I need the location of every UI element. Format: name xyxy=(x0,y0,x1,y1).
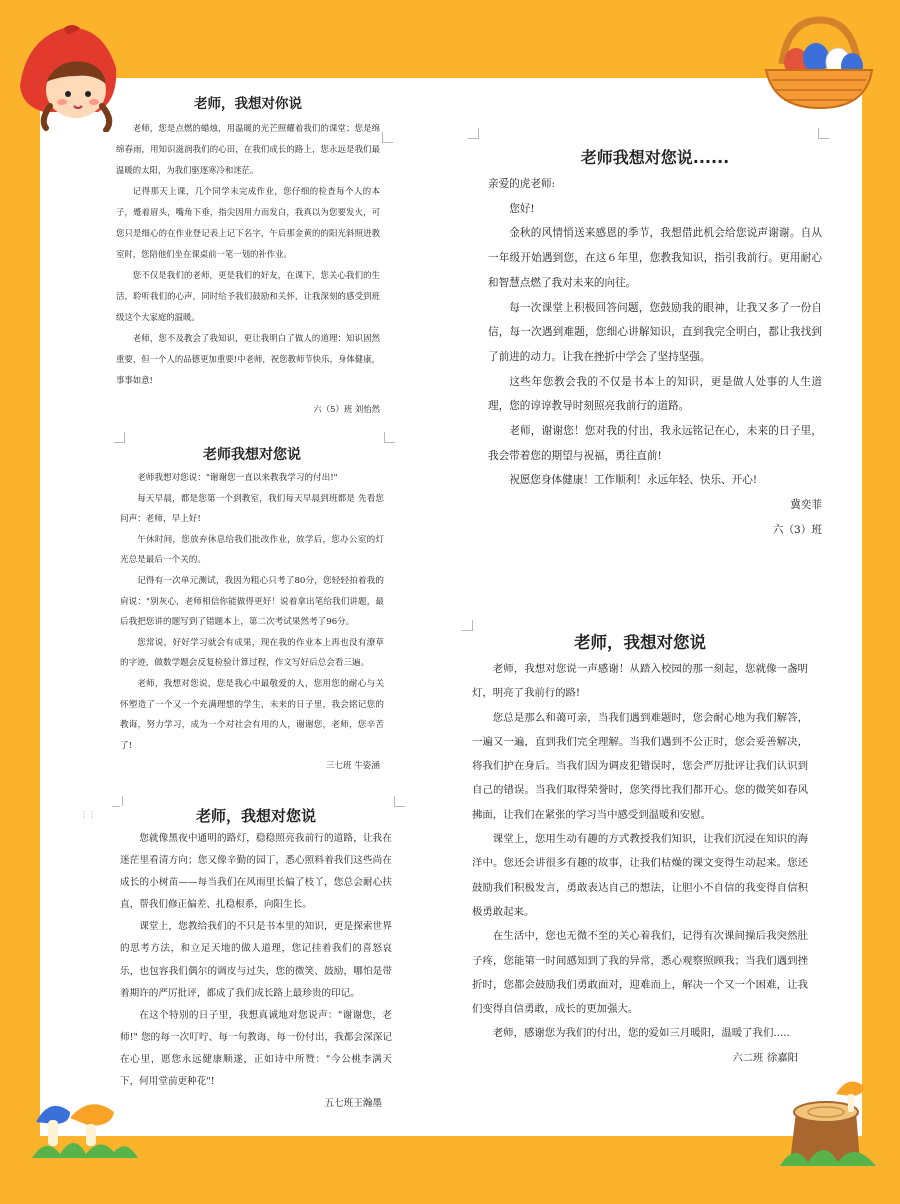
doc-salutation: 亲爱的虎老师: xyxy=(488,178,556,190)
doc-paragraph: 您就像黑夜中通明的路灯，稳稳照亮我前行的道路，让我在迷茫里看清方向；您又像辛勤的园丁，悉心照料着我们这些尚在成长的小树苗——每当我们在风雨里长偏了枝丫，您总会耐心扶直，帮我们修正偏差、扎稳根系，向阳生长。 xyxy=(120,833,392,911)
doc-paragraph: 在生活中，您也无微不至的关心着我们，记得有次课间操后我突然肚子疼，您能第一时间感知到了我的异常，悉心观察照顾我；当我们遇到挫折时，您都会鼓励我们勇敢面对，迎难而上，解决一个又一个困难，让我们变得自信勇敢，成长的更加强大。 xyxy=(472,930,808,1016)
doc-signature: 六（5）班 刘怡然 xyxy=(313,404,380,414)
doc-paragraph: 老师我想对您说："谢谢您一直以来教我学习的付出!" xyxy=(137,473,338,483)
doc-paragraph: 课堂上，您用生动有趣的方式教授我们知识，让我们沉浸在知识的海洋中。您还会讲很多有趣的故事，让我们枯燥的课文变得生动起来。您还鼓励我们积极发言，勇敢表达自己的想法，让胆小不自信的我变得自信积极勇敢起来。 xyxy=(472,833,808,918)
egg-basket-icon xyxy=(760,14,878,110)
doc-signature-class: 六（3）班 xyxy=(772,523,822,536)
doc-paragraph: 记得有一次单元测试，我因为粗心只考了80分，您轻轻拍着我的肩说："别灰心，老师相信你能做得更好！说着拿出笔给我们讲题，最后我把您讲的题写到了错题本上，第二次考试果然考了96分。 xyxy=(120,575,384,628)
doc-paragraph: 在这个特别的日子里，我想真诚地对您说声："谢谢您，老师!" 您的每一次叮咛、每一句教诲、每一份付出，我都会深深记在心里，愿您永远健康顺遂，正如诗中所赞："今公桃李满天下，何用堂前更种花"! xyxy=(120,1009,392,1088)
crop-mark xyxy=(394,796,405,807)
doc-paragraph: 金秋的风情悄送来感恩的季节，我想借此机会给您说声谢谢。自从一年级开始遇到您，在这６年里，您教我知识，指引我前行。更用耐心和智慧点燃了我对未来的向往。 xyxy=(488,227,822,289)
doc-title: 老师，我想对您说 xyxy=(195,807,316,825)
doc-paragraph: 老师，我想对您说一声感谢！从踏入校园的那一刻起，您就像一盏明灯，明亮了我前行的路! xyxy=(472,663,808,700)
doc-paragraph: 每天早晨，都是您第一个到教室，我们每天早晨到班都是 先看您问声：老师，早上好! xyxy=(120,493,384,525)
red-hood-girl-icon xyxy=(14,20,124,132)
doc-greeting: 您好! xyxy=(509,202,535,215)
letter-doc-3 xyxy=(120,446,384,777)
doc-paragraph: 这些年您教会我的不仅是书本上的知识，更是做人处事的人生道理，您的谆谆教导时刻照亮我前行的道路。 xyxy=(488,375,822,413)
doc-paragraph: 您总是那么和蔼可亲，当我们遇到难题时，您会耐心地为我们解答，一遍又一遍，直到我们完全理解。当我们遇到不公正时，您会妥善解决，将我们护在身后。当我们因为调皮犯错误时，您会严厉批评让我们认识到自己的错误。当我们取得荣誉时，您笑得比我们都开心。您的微笑如春风拂面，让我们在紧张的学习当中感受到温暖和安慰。 xyxy=(472,711,808,821)
mushroom-icon xyxy=(30,1092,140,1162)
doc-signature: 三七班 牛姿涵 xyxy=(325,761,380,772)
crop-mark xyxy=(462,620,473,631)
doc-paragraph: 课堂上，您教给我们的不只是书本里的知识，更是探索世界的思考方法，和立足天地的做人道理，您记挂着我们的喜怒哀乐，也包容我们偶尔的调皮与过失，您的微笑、鼓励，哪怕是带着期许的严厉批评，都成了我们成长路上最珍贵的印记。 xyxy=(120,921,392,999)
crop-mark xyxy=(114,432,125,443)
doc-paragraph: 午休时间，您放弃休息给我们批改作业，放学后，您办公室的灯光总是最后一个关的。 xyxy=(120,534,384,566)
doc-paragraph: 老师，您不及教会了我知识，更让我明白了做人的道理：知识固然重要，但一个人的品德更加重要!中老师，祝您教师节快乐，身体健康，事事如意! xyxy=(116,333,380,385)
letter-doc-1 xyxy=(116,96,380,420)
doc-signature-name: 冀奕菲 xyxy=(790,499,822,512)
letter-doc-5 xyxy=(472,632,808,1070)
crop-mark xyxy=(382,132,393,143)
drag-handle-icon[interactable]: ⋮⋮ xyxy=(80,810,96,819)
doc-title: 老师，我想对你说 xyxy=(194,96,302,112)
doc-paragraph: 老师，我想对您说，您是我心中最敬爱的人，您用您的耐心与关怀塑造了一个又一个充满理想的学生，未来的日子里，我会铭记您的教诲，努力学习，成为一个对社会有用的人，谢谢您，老师，您辛苦了! xyxy=(120,678,384,751)
doc-title: 老师，我想对您说 xyxy=(574,633,706,652)
doc-paragraph: 祝愿您身体健康！工作顺利！永远年轻、快乐、开心! xyxy=(509,474,758,487)
doc-paragraph: 您常说，好好学习就会有成果，现在我的作业本上再也没有潦草的字迹，做数学题会反复检验计算过程，作文写好后总会看三遍。 xyxy=(120,637,384,669)
letter-doc-2 xyxy=(488,148,822,543)
letter-doc-4 xyxy=(120,806,392,1115)
doc-signature: 六二班 徐嘉阳 xyxy=(732,1051,798,1064)
doc-paragraph: 记得那天上课，几个同学未完成作业，您仔细的检查每个人的本子，蹙着眉头，嘴角下垂，指尖因用力而发白，我真以为您要发火，可您只是细心的在作业登记表上记下名字，午后那金黄的的阳光斜照进教室时，您陪他们坐在课桌前一笔一划的补作业。 xyxy=(116,186,380,259)
tree-stump-icon xyxy=(776,1072,880,1168)
doc-paragraph: 老师，您是点燃的蜡烛，用温暖的光芒照耀着我们的课堂；您是绵绵春雨，用知识滋润我们的心田，在我们成长的路上，您永远是我们最温暖的太阳，为我们驱逐寒冷和迷茫。 xyxy=(116,123,380,175)
crop-mark xyxy=(468,128,479,139)
crop-mark xyxy=(818,128,829,139)
doc-paragraph: 老师，谢谢您！您对我的付出，我永远铭记在心，未来的日子里，我会带着您的期望与祝福，勇往直前! xyxy=(488,425,822,462)
doc-paragraph: 老师，感谢您为我们的付出，您的爱如三月暖阳，温暖了我们..... xyxy=(492,1027,790,1040)
doc-paragraph: 每一次课堂上积极回答问题，您鼓励我的眼神，让我又多了一份自信，每一次遇到难题，您细心讲解知识，直到我完全明白，都让我找到了前进的动力。让我在挫折中学会了坚持坚强。 xyxy=(488,301,822,363)
crop-mark xyxy=(384,432,395,443)
doc-title: 老师我想对您说...... xyxy=(580,148,730,167)
doc-signature: 五七班王瀚墨 xyxy=(324,1098,382,1110)
doc-title: 老师我想对您说 xyxy=(203,447,301,463)
doc-paragraph: 您不仅是我们的老师，更是我们的好友，在课下，您关心我们的生活，聆听我们的心声，同时给予我们鼓励和关怀，让我深刻的感受到班级这个大家庭的温暖。 xyxy=(116,270,380,322)
